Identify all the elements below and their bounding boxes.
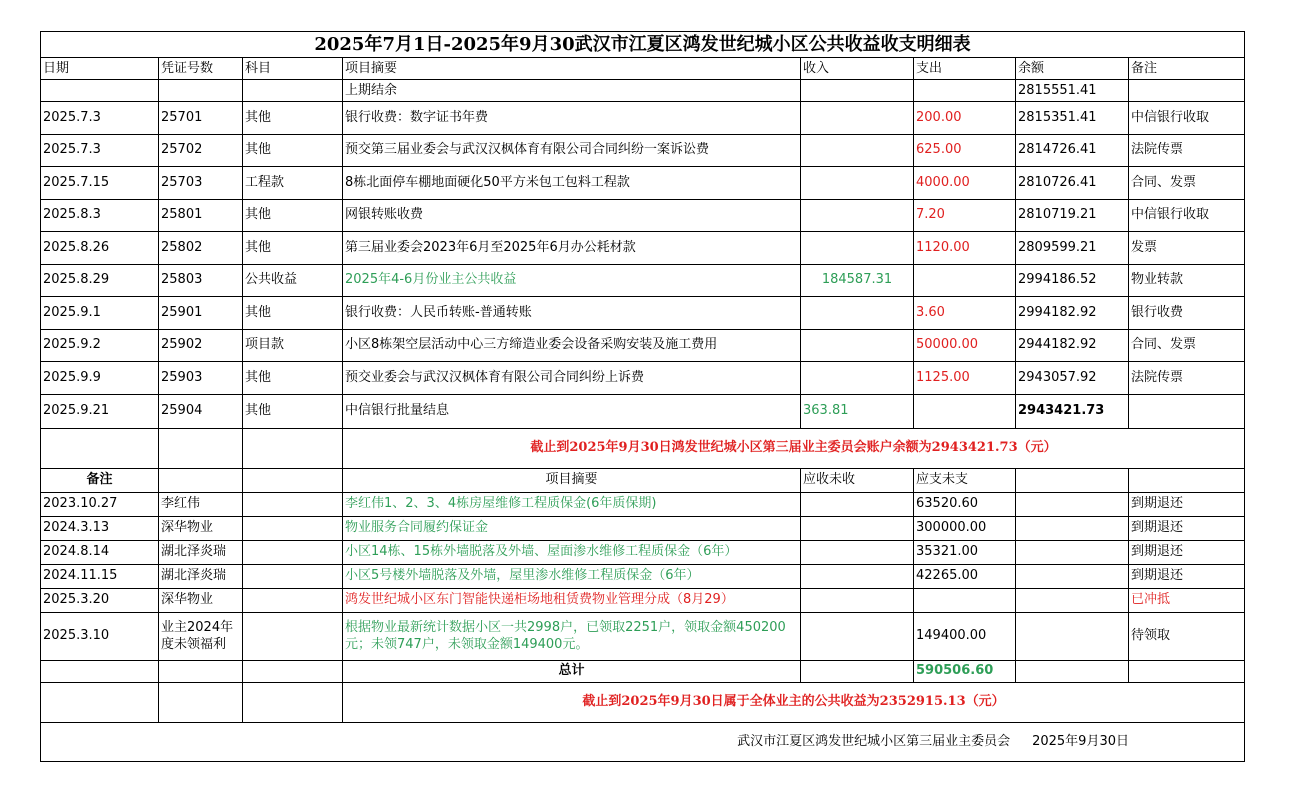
- column-header-subject: 科目: [243, 58, 343, 80]
- cell: [159, 80, 243, 102]
- sub-date: 2025.3.10: [41, 612, 159, 660]
- ledger-subject: 公共收益: [243, 264, 343, 297]
- ledger-summary: 预交第三届业委会与武汉汉枫体育有限公司合同纠纷一案诉讼费: [343, 134, 801, 167]
- ledger-note: 合同、发票: [1129, 167, 1245, 200]
- cell: [243, 468, 343, 492]
- sub-summary: 物业服务合同履约保证金: [343, 516, 801, 540]
- ledger-expense: 3.60: [914, 297, 1016, 330]
- table-row: [41, 468, 1245, 492]
- ledger-summary: 小区8栋架空层活动中心三方缔造业委会设备采购安装及施工费用: [343, 329, 801, 362]
- column-header-income: 收入: [801, 58, 914, 80]
- sub-receivable: [801, 492, 914, 516]
- ledger-note: 合同、发票: [1129, 329, 1245, 362]
- ledger-subject: 其他: [243, 134, 343, 167]
- ledger-voucher: 25903: [159, 362, 243, 395]
- cell: [243, 588, 343, 612]
- sub-date: 2024.8.14: [41, 540, 159, 564]
- sub-summary: 小区14栋、15栋外墙脱落及外墙、屋面渗水维修工程质保金（6年）: [343, 540, 801, 564]
- column-header-summary: 项目摘要: [343, 58, 801, 80]
- ledger-income: [801, 297, 914, 330]
- table-row: [41, 32, 1245, 58]
- ledger-income: [801, 167, 914, 200]
- ledger-note: [1129, 394, 1245, 428]
- sub-party: 湖北泽炎瑞: [159, 540, 243, 564]
- ledger-subject: 其他: [243, 297, 343, 330]
- ledger-date: 2025.7.3: [41, 102, 159, 135]
- column-header-voucher: 凭证号数: [159, 58, 243, 80]
- ledger-note: 发票: [1129, 232, 1245, 265]
- cell: [243, 612, 343, 660]
- ledger-balance: 2943421.73: [1016, 394, 1129, 428]
- table-row: [41, 232, 1245, 265]
- cell: [1016, 516, 1129, 540]
- column-header-expense: 支出: [914, 58, 1016, 80]
- ledger-voucher: 25901: [159, 297, 243, 330]
- ledger-subject: 其他: [243, 232, 343, 265]
- table-row: [41, 199, 1245, 232]
- ledger-date: 2025.8.29: [41, 264, 159, 297]
- public-income-summary: 截止到2025年9月30日属于全体业主的公共收益为2352915.13（元）: [343, 682, 1245, 722]
- cell: [1016, 588, 1129, 612]
- sub-status: 到期退还: [1129, 540, 1245, 564]
- table-row: [41, 660, 1245, 682]
- total-value: 590506.60: [914, 660, 1016, 682]
- sub-party: 业主2024年度未领福利: [159, 612, 243, 660]
- ledger-income: [801, 329, 914, 362]
- sub-summary: 小区5号楼外墙脱落及外墙，屋里渗水维修工程质保金（6年）: [343, 564, 801, 588]
- ledger-voucher: 25802: [159, 232, 243, 265]
- ledger-income: [801, 134, 914, 167]
- table-row: [41, 394, 1245, 428]
- cell: [41, 428, 159, 468]
- cell: [243, 516, 343, 540]
- table-row: [41, 588, 1245, 612]
- table-row: [41, 362, 1245, 395]
- ledger-balance: 2810719.21: [1016, 199, 1129, 232]
- ledger-balance: 2809599.21: [1016, 232, 1129, 265]
- sub-summary: 鸿发世纪城小区东门智能快递柜场地租赁费物业管理分成（8月29）: [343, 588, 801, 612]
- sub-payable: 63520.60: [914, 492, 1016, 516]
- opening-balance: 2815551.41: [1016, 80, 1129, 102]
- ledger-date: 2025.9.9: [41, 362, 159, 395]
- ledger-balance: 2944182.92: [1016, 329, 1129, 362]
- ledger-income: [801, 362, 914, 395]
- cell: [159, 428, 243, 468]
- sub-header-receivable: 应收未收: [801, 468, 914, 492]
- ledger-note: 物业转款: [1129, 264, 1245, 297]
- ledger-voucher: 25702: [159, 134, 243, 167]
- sub-payable: 35321.00: [914, 540, 1016, 564]
- sub-payable: 300000.00: [914, 516, 1016, 540]
- ledger-income: 363.81: [801, 394, 914, 428]
- cell: [914, 80, 1016, 102]
- cell: [1129, 660, 1245, 682]
- table-row: [41, 297, 1245, 330]
- cell: [41, 682, 159, 722]
- column-header-date: 日期: [41, 58, 159, 80]
- ledger-expense: 7.20: [914, 199, 1016, 232]
- sub-date: 2024.3.13: [41, 516, 159, 540]
- ledger-balance: 2943057.92: [1016, 362, 1129, 395]
- footer-signature: [41, 722, 1245, 761]
- sub-receivable: [801, 612, 914, 660]
- ledger-expense: [914, 264, 1016, 297]
- ledger-income: [801, 232, 914, 265]
- ledger-balance: 2994186.52: [1016, 264, 1129, 297]
- ledger-income: [801, 199, 914, 232]
- cell: [1016, 564, 1129, 588]
- ledger-income: [801, 102, 914, 135]
- sub-date: 2024.11.15: [41, 564, 159, 588]
- sub-status: 到期退还: [1129, 564, 1245, 588]
- table-row: [41, 540, 1245, 564]
- table-row: [41, 58, 1245, 80]
- cell: [1129, 468, 1245, 492]
- ledger-voucher: 25701: [159, 102, 243, 135]
- table-row: [41, 612, 1245, 660]
- ledger-voucher: 25904: [159, 394, 243, 428]
- sub-receivable: [801, 588, 914, 612]
- sub-receivable: [801, 540, 914, 564]
- sub-date: 2023.10.27: [41, 492, 159, 516]
- cell: [159, 468, 243, 492]
- opening-summary: 上期结余: [343, 80, 801, 102]
- table-row: [41, 682, 1245, 722]
- ledger-expense: 1120.00: [914, 232, 1016, 265]
- ledger-expense: 1125.00: [914, 362, 1016, 395]
- table-row: [41, 564, 1245, 588]
- ledger-voucher: 25803: [159, 264, 243, 297]
- ledger-summary: 银行收费：人民币转账-普通转账: [343, 297, 801, 330]
- column-header-note: 备注: [1129, 58, 1245, 80]
- table-row: [41, 722, 1245, 761]
- sub-party: 深华物业: [159, 516, 243, 540]
- cell: [243, 540, 343, 564]
- ledger-summary: 网银转账收费: [343, 199, 801, 232]
- ledger-summary: 2025年4-6月份业主公共收益: [343, 264, 801, 297]
- cell: [243, 564, 343, 588]
- ledger-date: 2025.8.3: [41, 199, 159, 232]
- table-row: [41, 80, 1245, 102]
- cell: [159, 682, 243, 722]
- ledger-balance: 2815351.41: [1016, 102, 1129, 135]
- ledger-note: 法院传票: [1129, 362, 1245, 395]
- ledger-subject: 其他: [243, 199, 343, 232]
- ledger-subject: 其他: [243, 394, 343, 428]
- sub-status: 待领取: [1129, 612, 1245, 660]
- sub-header-note: 备注: [41, 468, 159, 492]
- table-row: [41, 102, 1245, 135]
- ledger-date: 2025.7.3: [41, 134, 159, 167]
- ledger-summary: 预交业委会与武汉汉枫体育有限公司合同纠纷上诉费: [343, 362, 801, 395]
- column-header-balance: 余额: [1016, 58, 1129, 80]
- cell: [243, 492, 343, 516]
- sub-header-summary: 项目摘要: [343, 468, 801, 492]
- sub-date: 2025.3.20: [41, 588, 159, 612]
- table-row: [41, 492, 1245, 516]
- ledger-note: 银行收费: [1129, 297, 1245, 330]
- sub-status: 已冲抵: [1129, 588, 1245, 612]
- table-row: [41, 134, 1245, 167]
- ledger-expense: [914, 394, 1016, 428]
- table-row: [41, 428, 1245, 468]
- sub-party: 深华物业: [159, 588, 243, 612]
- ledger-subject: 项目款: [243, 329, 343, 362]
- cell: [801, 660, 914, 682]
- footer-date: 2025年9月30日: [1032, 733, 1129, 749]
- ledger-date: 2025.7.15: [41, 167, 159, 200]
- cell: [41, 660, 159, 682]
- cell: [1016, 660, 1129, 682]
- cell: [1016, 540, 1129, 564]
- sub-status: 到期退还: [1129, 516, 1245, 540]
- sub-summary: 李红伟1、2、3、4栋房屋维修工程质保金(6年质保期): [343, 492, 801, 516]
- ledger-balance: 2994182.92: [1016, 297, 1129, 330]
- table-row: [41, 264, 1245, 297]
- sub-header-payable: 应支未支: [914, 468, 1016, 492]
- ledger-note: 中信银行收取: [1129, 199, 1245, 232]
- cell: [1016, 492, 1129, 516]
- cell: [159, 660, 243, 682]
- ledger-income: 184587.31: [801, 264, 914, 297]
- cell: [1129, 80, 1245, 102]
- ledger-voucher: 25801: [159, 199, 243, 232]
- ledger-summary: 银行收费：数字证书年费: [343, 102, 801, 135]
- page-title: 2025年7月1日-2025年9月30武汉市江夏区鸿发世纪城小区公共收益收支明细表: [41, 32, 1245, 58]
- ledger-subject: 工程款: [243, 167, 343, 200]
- footer-org: 武汉市江夏区鸿发世纪城小区第三届业主委员会: [737, 733, 1011, 749]
- sub-payable: 42265.00: [914, 564, 1016, 588]
- table-row: [41, 167, 1245, 200]
- ledger-voucher: 25703: [159, 167, 243, 200]
- cell: [801, 80, 914, 102]
- account-balance-summary: 截止到2025年9月30日鸿发世纪城小区第三届业主委员会账户余额为2943421.73（元）: [343, 428, 1245, 468]
- cell: [243, 682, 343, 722]
- ledger-summary: 中信银行批量结息: [343, 394, 801, 428]
- table-row: [41, 329, 1245, 362]
- table-row: [41, 516, 1245, 540]
- cell: [1016, 612, 1129, 660]
- ledger-date: 2025.8.26: [41, 232, 159, 265]
- ledger-note: 法院传票: [1129, 134, 1245, 167]
- ledger-subject: 其他: [243, 362, 343, 395]
- ledger-date: 2025.9.1: [41, 297, 159, 330]
- ledger-expense: 4000.00: [914, 167, 1016, 200]
- sub-payable: 149400.00: [914, 612, 1016, 660]
- ledger-balance: 2814726.41: [1016, 134, 1129, 167]
- ledger-subject: 其他: [243, 102, 343, 135]
- ledger-note: 中信银行收取: [1129, 102, 1245, 135]
- ledger-expense: 625.00: [914, 134, 1016, 167]
- cell: [243, 660, 343, 682]
- cell: [1016, 468, 1129, 492]
- ledger-summary: 第三届业委会2023年6月至2025年6月办公耗材款: [343, 232, 801, 265]
- ledger-date: 2025.9.21: [41, 394, 159, 428]
- total-label: 总计: [343, 660, 801, 682]
- sub-party: 湖北泽炎瑞: [159, 564, 243, 588]
- sub-receivable: [801, 564, 914, 588]
- cell: [243, 428, 343, 468]
- sub-party: 李红伟: [159, 492, 243, 516]
- ledger-balance: 2810726.41: [1016, 167, 1129, 200]
- sub-status: 到期退还: [1129, 492, 1245, 516]
- ledger-expense: 200.00: [914, 102, 1016, 135]
- ledger-voucher: 25902: [159, 329, 243, 362]
- cell: [41, 80, 159, 102]
- cell: [243, 80, 343, 102]
- ledger-expense: 50000.00: [914, 329, 1016, 362]
- sub-receivable: [801, 516, 914, 540]
- ledger-sheet: [40, 31, 1245, 762]
- ledger-summary: 8栋北面停车棚地面硬化50平方米包工包料工程款: [343, 167, 801, 200]
- sub-summary: 根据物业最新统计数据小区一共2998户，已领取2251户，领取金额450200元；未领747户，未领取金额149400元。: [343, 612, 801, 660]
- ledger-date: 2025.9.2: [41, 329, 159, 362]
- sub-payable: [914, 588, 1016, 612]
